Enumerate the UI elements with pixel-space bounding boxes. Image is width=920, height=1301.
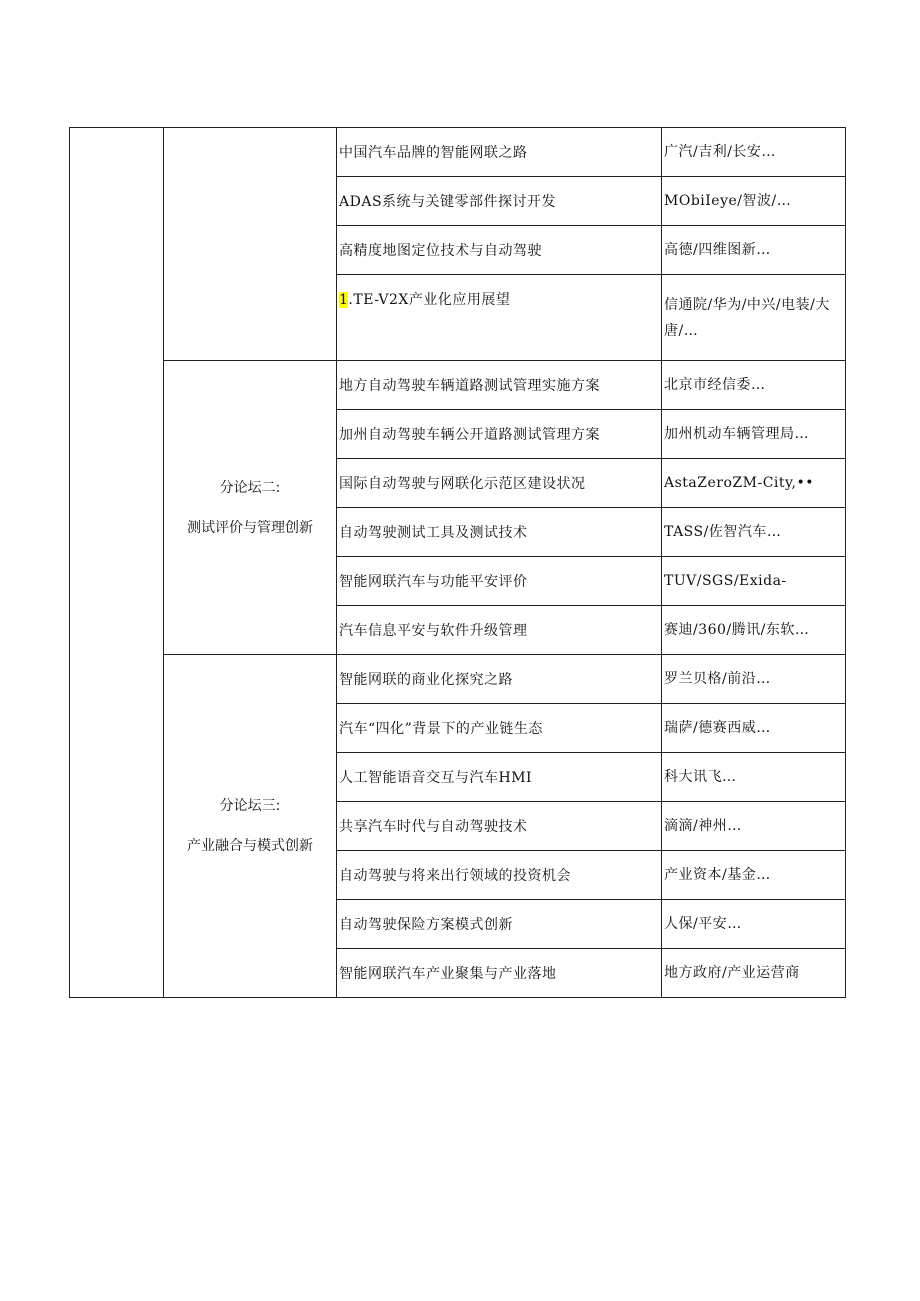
topic-cell: 汽车信息平安与软件升级管理 (337, 606, 662, 655)
topic-cell: 加州自动驾驶车辆公开道路测试管理方案 (337, 410, 662, 459)
topic-cell: 自动驾驶与将来出行领域的投资机会 (337, 851, 662, 900)
speakers-cell: 产业资本/基金… (662, 851, 846, 900)
topic-cell: 中国汽车品牌的智能网联之路 (337, 128, 662, 177)
speakers-cell: 加州机动车辆管理局… (662, 410, 846, 459)
speakers-cell: 瑞萨/德赛西威… (662, 704, 846, 753)
forum-title: 分论坛三: (219, 798, 281, 814)
topic-cell: ADAS系统与关键零部件探讨开发 (337, 177, 662, 226)
speakers-cell: TUV/SGS/Exida- (662, 557, 846, 606)
topic-cell: 自动驾驶测试工具及测试技术 (337, 508, 662, 557)
table-row (70, 128, 846, 177)
topic-cell: 人工智能语音交互与汽车HMI (337, 753, 662, 802)
topic-cell: 智能网联汽车产业聚集与产业落地 (337, 949, 662, 998)
speakers-cell: 广汽/吉利/长安… (662, 128, 846, 177)
topic-text: .TE-V2X产业化应用展望 (348, 292, 511, 308)
topic-cell: 高精度地图定位技术与自动驾驶 (337, 226, 662, 275)
speakers-cell: MObiIeye/智波/… (662, 177, 846, 226)
topic-cell: 地方自动驾驶车辆道路测试管理实施方案 (337, 361, 662, 410)
speakers-cell: 北京市经信委… (662, 361, 846, 410)
speakers-cell: AstaZeroZM-City,•• (662, 459, 846, 508)
speakers-cell: 科大讯飞… (662, 753, 846, 802)
agenda-table (69, 127, 846, 998)
empty-left-cell (70, 128, 164, 998)
speakers-cell: 滴滴/神州… (662, 802, 846, 851)
speakers-cell: 人保/平安… (662, 900, 846, 949)
table-row (70, 655, 846, 704)
highlighted-text: 1 (339, 292, 349, 308)
forum-subtitle: 测试评价与管理创新 (187, 519, 313, 536)
forum-subtitle: 产业融合与模式创新 (187, 838, 313, 854)
forum-title: 分论坛二: (219, 479, 281, 496)
forum-one-cell (164, 128, 337, 361)
speakers-cell: 地方政府/产业运营商 (662, 949, 846, 998)
topic-cell: 自动驾驶保险方案模式创新 (337, 900, 662, 949)
speakers-cell: 高德/四维图新… (662, 226, 846, 275)
forum-two-cell (164, 361, 337, 655)
table-row (70, 361, 846, 410)
topic-cell: 汽车“四化”背景下的产业链生态 (337, 704, 662, 753)
topic-cell: 共享汽车时代与自动驾驶技术 (337, 802, 662, 851)
topic-cell: 国际自动驾驶与网联化示范区建设状况 (337, 459, 662, 508)
topic-cell: 智能网联汽车与功能平安评价 (337, 557, 662, 606)
speakers-cell: 信通院/华为/中兴/电装/大唐/… (662, 275, 846, 361)
topic-cell (337, 275, 662, 361)
speakers-cell: 赛迪/360/腾讯/东软… (662, 606, 846, 655)
forum-three-cell (164, 655, 337, 998)
speakers-cell: TASS/佐智汽车… (662, 508, 846, 557)
speakers-cell: 罗兰贝格/前沿… (662, 655, 846, 704)
topic-cell: 智能网联的商业化探究之路 (337, 655, 662, 704)
